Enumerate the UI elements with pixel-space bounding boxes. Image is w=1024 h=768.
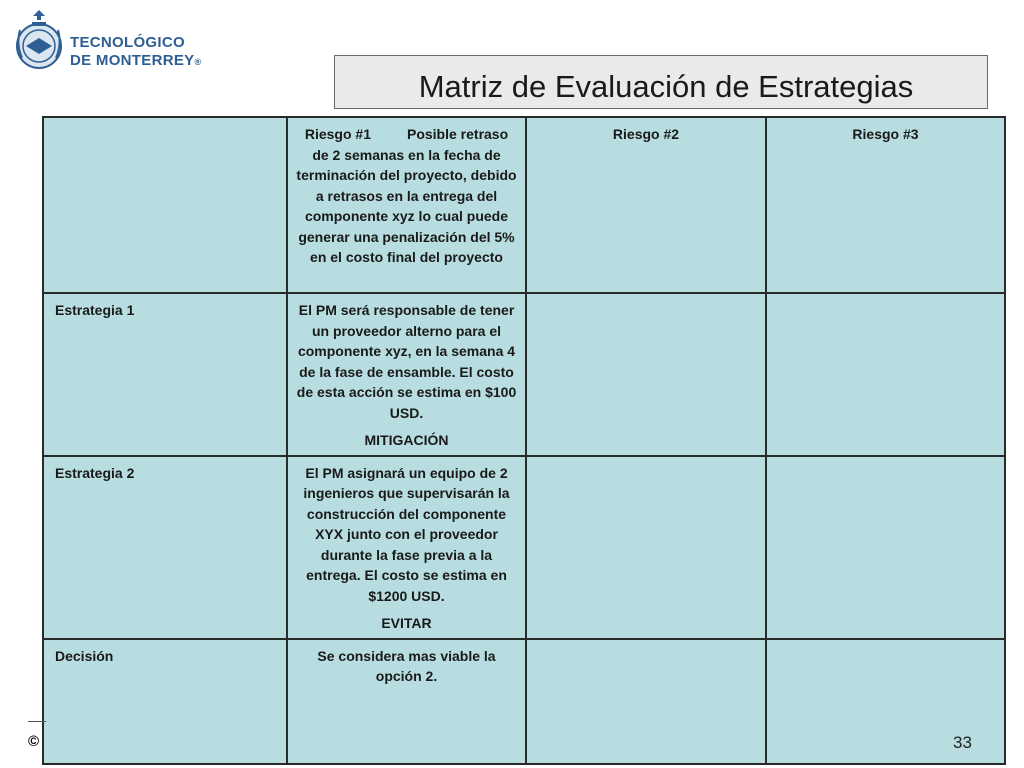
header-riesgo-1 — [287, 117, 526, 293]
table-header-row — [43, 117, 1005, 293]
estrategia-1-type: MITIGACIÓN — [364, 432, 449, 448]
estrategia-1-riesgo-3-cell — [766, 293, 1005, 456]
estrategia-2-riesgo-2-cell — [526, 456, 766, 639]
evaluation-matrix-table — [42, 116, 1006, 765]
estrategia-1-riesgo-2-cell — [526, 293, 766, 456]
decision-text: Se considera mas viable la opción 2. — [317, 647, 496, 684]
estrategia-2-text: El PM asignará un equipo de 2 ingenieros que supervisarán la construcción del componente XYX junto con el proveedor durante la fase previa a la entrega. El costo se estima en $1200 USD. — [303, 464, 510, 604]
page-number: 33 — [953, 733, 972, 752]
table-row — [43, 293, 1005, 456]
header-riesgo-3: Riesgo #3 — [766, 117, 1005, 293]
footer-divider — [28, 721, 46, 722]
table-row — [43, 639, 1005, 764]
header-riesgo-2: Riesgo #2 — [526, 117, 766, 293]
riesgo-1-desc-first: Posible retraso — [406, 126, 509, 142]
copyright-symbol: © — [28, 733, 40, 750]
logo-line-2: DE MONTERREY — [70, 52, 195, 69]
decision-riesgo-2-cell — [526, 639, 766, 764]
row-label-estrategia-1: Estrategia 1 — [43, 293, 287, 456]
decision-riesgo-1-cell — [287, 639, 526, 764]
row-label-decision: Decisión — [43, 639, 287, 764]
header-empty-cell — [43, 117, 287, 293]
estrategia-1-text: El PM será responsable de tener un proveedor alterno para el componente xyz, en la semana 4 de la fase de ensamble. El costo de esta acción se estima en $100 USD. — [296, 302, 517, 421]
estrategia-2-riesgo-1-cell — [287, 456, 526, 639]
estrategia-2-riesgo-3-cell — [766, 456, 1005, 639]
registered-mark: ® — [194, 57, 202, 67]
row-label-estrategia-2: Estrategia 2 — [43, 456, 287, 639]
title-box — [334, 55, 988, 109]
tec-monterrey-logo — [14, 8, 214, 72]
riesgo-1-label: Riesgo #1 — [304, 126, 371, 142]
logo-line-1: TECNOLÓGICO — [70, 34, 185, 51]
riesgo-1-desc-rest: de 2 semanas en la fecha de terminación del proyecto, debido a retrasos en la entrega del componente xyz lo cual puede generar una penalización del 5% en el costo final del proyecto — [296, 146, 517, 265]
university-seal-icon — [14, 8, 64, 70]
table-row — [43, 456, 1005, 639]
slide-title: Matriz de Evaluación de Estrategias — [418, 69, 914, 104]
estrategia-2-type: EVITAR — [381, 615, 432, 631]
estrategia-1-riesgo-1-cell — [287, 293, 526, 456]
